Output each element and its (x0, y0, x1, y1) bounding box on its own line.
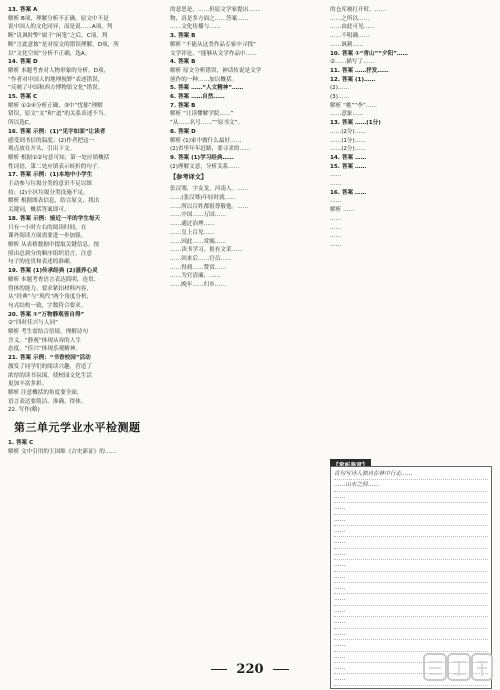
answer-list-middle (170, 6, 319, 171)
answer-line: 解析 (1)家中做什么最好…… (170, 137, 242, 144)
answer-line: ……文化传播与…… (170, 24, 221, 31)
handwritten-line: …… (334, 492, 488, 503)
page-number-rule-left (211, 669, 227, 670)
answer-line: 只有一小时左右的阅读时间，在 (8, 224, 87, 231)
answer-line: 12. 答案 (1)…… (330, 76, 376, 83)
answer-line: 得体的能力。要求紧扣材料内容， (8, 285, 92, 292)
answer-line: …… (330, 215, 342, 222)
answer-line: 句式结构一致，字数符合要求。 (8, 302, 87, 309)
translation-line: ……中国……万国…… (170, 212, 226, 219)
answer-line: 说中国人的文化同异，而是说……A项，判 (8, 24, 113, 31)
handwritten-line: …… (334, 583, 488, 594)
answer-line: ……讽刺…… (330, 41, 364, 48)
answer-line: ……意象…… (330, 111, 364, 118)
answer-line: “反映了中国和西方博物馆文化”错误。 (8, 85, 104, 92)
answer-line: “作者对中国人的地理视野”表述错误， (8, 76, 104, 83)
answer-line: 13. 答案 ……(1分) (330, 120, 381, 127)
answer-line: 解析 原文分析错误，神话传说是文学 (170, 67, 262, 74)
handwritten-line: …… (334, 594, 488, 605)
answer-line: 含义。“静观”体现从容的人生 (8, 337, 81, 344)
answer-line: 感受到书信的温度；(2)作者把这一 (8, 137, 95, 144)
answer-line: 14. 答案 D (8, 59, 38, 66)
answer-line: 22. 写作(略) (8, 407, 40, 414)
answer-line: 15. 答案 …… (330, 163, 367, 170)
translation-line: 张汉骞，字友龙，河南人。…… (170, 186, 249, 193)
translation-line: ……所以百姓都很尊敬他。…… (170, 203, 249, 210)
answer-line: 物，真是多方面之……答案…… (170, 15, 249, 22)
handwritten-line: …… (334, 515, 488, 526)
answer-line: (2)省里年年赶路，要寻求的…… (170, 146, 251, 153)
answer-list-right (330, 6, 492, 250)
answer-line: 解析 本题考查语言表达简明、连贯、 (8, 276, 100, 283)
answer-line: 13. 答案 A (8, 7, 38, 13)
answer-line: 解析 根据①②句意可知，第一处应填概括 (8, 154, 110, 161)
answer-line: ……(1分)…… (330, 137, 366, 144)
handwritten-line: …… (334, 640, 488, 651)
answer-line: (2)…… (330, 85, 350, 92)
answer-line: …… (330, 224, 342, 231)
answer-line: 14. 答案 …… (330, 154, 367, 161)
answer-line: …… (330, 198, 342, 205)
answer-line: 7. 答案 B (170, 102, 196, 109)
answer-line: 20. 答案 ①“万物静观皆自得” (8, 311, 85, 318)
site-watermark-logo (422, 650, 494, 684)
translation-line: ……皇上召见…… (170, 229, 215, 236)
handwritten-line: …… (334, 652, 488, 663)
answer-line: 解析 …… (330, 207, 355, 214)
answer-line: ……(2分)…… (330, 128, 366, 135)
answer-line: 21. 答案 示例：“书香校园”活动 (8, 355, 91, 362)
translation-line: ……通过治理…… (170, 221, 215, 228)
answer-line: 解析 本题考查对人物形象的分析。D项， (8, 67, 110, 74)
answer-line: 16. 答案 示例：(1)“见字如面”让读者 (8, 128, 106, 135)
answer-line: 解析 “不能从这类作品专家中寻找” (170, 41, 256, 48)
section-answer-line: 解析 文中引用的王国维《古史新证》的…… (8, 448, 117, 455)
column-middle (170, 6, 319, 290)
answer-line: 解析 “让读懂解学院……” (170, 111, 234, 118)
answer-line: 态度，“佳兴”体现乐观精神。 (8, 346, 81, 353)
translation-line: ……读书学习，很有文采…… (170, 247, 243, 254)
answer-line: 15. 答案 C (8, 94, 38, 101)
answer-line: 解析 “桃”“李”…… (330, 102, 377, 109)
answer-line: 错误，原文“文”和“道”的关系表述不当。 (8, 111, 110, 118)
answer-line: “从……名号……”“原书文”。 (170, 120, 244, 127)
answer-line: 的仓库被打开时，…… (330, 7, 386, 13)
answer-line: 从“经典”与“现代”两个角度分析， (8, 294, 93, 301)
handwritten-line: …… (334, 537, 488, 548)
answer-line: 断“言此意彼”是对原文的错误理解，D项，所 (8, 41, 119, 48)
answer-line: 17. 答案 示例：(1)本地中小学生 (8, 172, 93, 179)
page-number-text: 220 (236, 662, 264, 677)
handwritten-line: 首句写诗人独自在林中行走…… (334, 469, 488, 480)
answer-line: 3. 答案 B (170, 33, 196, 40)
answer-line: 解析 注意概括的角度要全面， (8, 389, 83, 396)
answer-line: 创作的一种……加以概括。 (170, 76, 238, 83)
answer-line: ……之所以…… (330, 15, 370, 22)
answer-line: 激发了同学们的阅读兴趣，营造了 (8, 363, 92, 370)
reference-translation-title: 【参考译文】 (170, 174, 208, 182)
handwritten-line: …… (334, 549, 488, 560)
answer-line: 句子的连贯和表述的准确。 (8, 259, 76, 266)
answer-line: 断“讥讽时弊”属于“闲笔”之后，C项，判 (8, 33, 108, 40)
answer-line: (3)…… (330, 94, 350, 101)
answer-line: 以“文化空间”分析不正确，选A。 (8, 50, 91, 57)
answer-line: 19. 答案 (1)传承经典 (2)滋养心灵 (8, 268, 98, 275)
answer-line: 语言表达要简洁、准确、得体。 (8, 398, 87, 405)
answer-line: …… (330, 241, 342, 248)
handwritten-line: …… (334, 674, 488, 685)
answer-line: 18. 答案 示例：接近一半的学生每天 (8, 215, 101, 222)
answer-line: 文学评论，“能够从文学作品中…… (170, 50, 257, 57)
handwritten-line: …… (334, 663, 488, 674)
answer-line: ②……描写了…… (330, 59, 375, 66)
answer-line: 解析 ①②④分析正确，③中“忧郁”理解 (8, 102, 103, 109)
answer-line: …… (330, 233, 342, 240)
answer-line: 解析 B项，理解分析不正确，原文中不是 (8, 15, 109, 22)
answer-line: 9. 答案 (1)学习经典…… (170, 154, 234, 161)
answer-line: 性词语，第二处应填表示转折的句子。 (8, 163, 104, 170)
section-title: 第三单元学业水平检测题 (14, 421, 141, 435)
answer-line: (2)理解文意，分析关系…… (170, 163, 240, 170)
handwritten-line: …… (334, 572, 488, 583)
translation-line: ……得到……赞赏…… (170, 264, 226, 271)
answer-line: 6. 答案 ……自然…… (170, 94, 225, 101)
handwritten-line: …… (334, 560, 488, 571)
answer-line: 所以选C。 (8, 120, 35, 127)
handwritten-line: ……山水之间…… (334, 480, 488, 491)
answer-line: 持；(2)小区垃圾分类设施不足。 (8, 189, 89, 196)
answer-line: 更加丰富多彩。 (8, 381, 48, 388)
answer-line: 16. 答案 …… (330, 189, 367, 196)
answer-list-left (8, 6, 157, 415)
answer-line: 5. 答案 ……“人文精神”…… (170, 85, 244, 92)
page-number-rule-right (273, 669, 289, 670)
answer-line: 观点放在开头，引出下文。 (8, 146, 76, 153)
answer-line: 解析 从表格数据中提取关键信息，按 (8, 241, 100, 248)
translation-line: ……晚年……归乡…… (170, 282, 226, 289)
column-left (8, 6, 157, 456)
handwritten-line: …… (334, 629, 488, 640)
answer-line: ②“四时佳兴与人同” (8, 320, 58, 327)
answer-line: ……由此可见…… (330, 24, 375, 31)
answer-line: 10. 答案 ①“青山”“夕阳”…… (330, 50, 408, 57)
handwritten-line: …… (334, 617, 488, 628)
answer-line: 的意思是，……但原文学家提出…… (170, 7, 260, 13)
answer-line: ……不明确…… (330, 33, 370, 40)
translation-line: ……回来后……官员…… (170, 255, 232, 262)
translation-line: ……因此……赏赐…… (170, 238, 226, 245)
translation-line: ……(张汉骞)年轻时就…… (170, 195, 236, 202)
answer-line: 11. 答案 ……抒发…… (330, 67, 389, 74)
answer-line: …… (330, 172, 342, 179)
answer-line: 关键词，概括答案即可。 (8, 207, 70, 214)
handwritten-line: …… (334, 606, 488, 617)
answer-line: 4. 答案 B (170, 59, 196, 66)
answer-line: 浓厚的读书氛围，使校园文化生活 (8, 372, 92, 379)
answer-line: ……(2分)…… (330, 146, 366, 153)
answer-line: 解析 考生需结合语境，理解诗句 (8, 329, 89, 336)
answer-line: 课外阅读方面需要进一步加强。 (8, 233, 87, 240)
translation-line: ……为官清廉，…… (170, 273, 221, 280)
section-answer-line: 1. 答案 C (8, 440, 34, 447)
handwritten-line: …… (334, 503, 488, 514)
section-answers (8, 439, 157, 456)
answer-line: 解析 根据图表信息，结合原文，找出 (8, 198, 100, 205)
handwritten-line: …… (334, 526, 488, 537)
answer-line: …… (330, 181, 342, 188)
column-right (330, 6, 492, 250)
answer-line: 主动参与垃圾分类的意识不足以维 (8, 181, 92, 188)
answer-line: 8. 答案 D (170, 128, 196, 135)
reference-translation-text (170, 185, 319, 289)
answer-line: 照由总到分的顺序组织语言，注意 (8, 250, 92, 257)
